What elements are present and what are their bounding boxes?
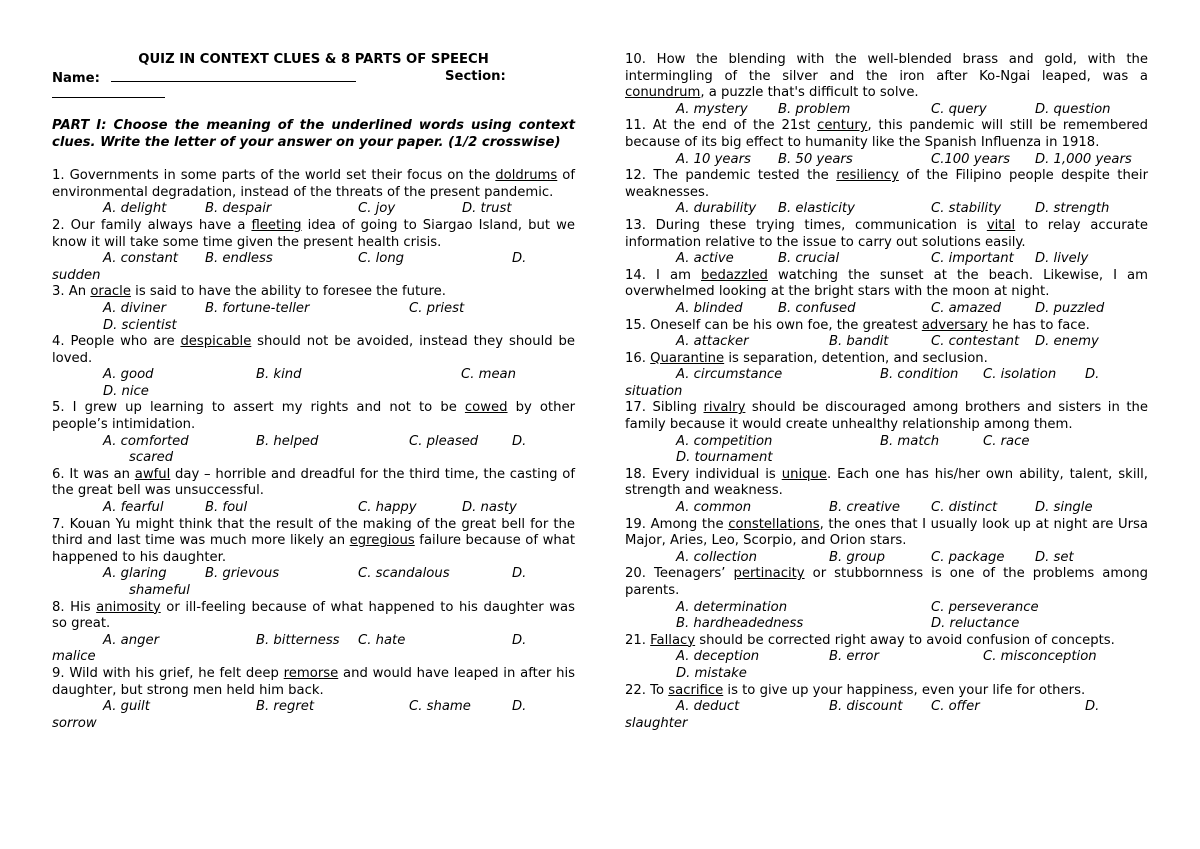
choice-b: B. bitterness (256, 632, 340, 648)
choice-c: C. offer (931, 699, 980, 715)
choices-12 (625, 201, 1148, 218)
choice-b: B. fortune-teller (205, 300, 310, 316)
choices-2 (52, 251, 575, 268)
underlined-word: Quarantine (650, 350, 725, 366)
right-column (625, 52, 1148, 732)
choice-d-wrap: shameful (129, 583, 190, 598)
choices-21 (625, 649, 1148, 666)
choice-b: B. problem (778, 101, 851, 117)
choices-13 (625, 251, 1148, 268)
choice-d: D. reluctance (931, 616, 1020, 632)
left-column (52, 52, 575, 732)
choices-16 (625, 367, 1148, 384)
choice-c: C. perseverance (931, 599, 1039, 615)
question-1: 1. Governments in some parts of the world set their focus on the doldrums of environmental degradation, instead of the threats of the present pandemic. (52, 168, 575, 200)
choices-11 (625, 152, 1148, 169)
quiz-title: QUIZ IN CONTEXT CLUES & 8 PARTS OF SPEECH (138, 52, 489, 67)
question-20: 20. Teenagers’ pertinacity or stubbornness is one of the problems among parents. (625, 566, 1148, 598)
underlined-word: doldrums (495, 168, 558, 184)
choice-a: A. attacker (676, 334, 749, 350)
choices-19 (625, 550, 1148, 567)
question-13: 13. During these trying times, communication is vital to relay accurate information relative to the issue to carry out solutions easily. (625, 217, 1149, 250)
choices-5 (52, 434, 575, 451)
question-22: 22. To sacrifice is to give up your happiness, even your life for others. (625, 682, 1086, 698)
choice-d: D. single (1035, 500, 1093, 516)
choice-b: B. crucial (778, 251, 840, 267)
choice-b: B. endless (205, 251, 273, 267)
part1-instructions: PART I: Choose the meaning of the underlined words using context clues. Write the letter of your answer on your paper. (1/2 crosswise) (52, 118, 575, 150)
choice-d-label: D. (1085, 367, 1100, 383)
question-5: 5. I grew up learning to assert my rights and not to be cowed by other people’s intimidation. (52, 400, 575, 433)
underlined-word: adversary (921, 317, 988, 333)
choice-a: A. constant (103, 251, 178, 267)
choices-17-cont (625, 450, 1148, 467)
choice-d: D. trust (462, 201, 512, 217)
choice-b: B. elasticity (778, 201, 855, 217)
question-14: 14. I am bedazzled watching the sunset at the beach. Likewise, I am overwhelmed looking at the bright stars with the moon at night. (625, 267, 1148, 300)
question-18: 18. Every individual is unique. Each one has his/her own ability, talent, skill, strength and weakness. (625, 466, 1148, 499)
underlined-word: bedazzled (701, 267, 768, 283)
choice-b: B. helped (256, 433, 319, 449)
choice-b: B. match (880, 433, 940, 449)
choice-c: C. package (931, 549, 1005, 565)
choice-c: C. distinct (931, 500, 998, 516)
choice-b: B. discount (829, 699, 903, 715)
choices-22 (625, 699, 1148, 716)
choice-a: A. determination (676, 599, 788, 615)
choice-d-label: D. (512, 433, 527, 449)
choices-3 (52, 301, 575, 318)
question-19: 19. Among the constellations, the ones that I usually look up at night are Ursa Major, Aries, Leo, Scorpio, and Orion stars. (625, 516, 1148, 549)
choices-20 (625, 600, 1148, 617)
underlined-word: fleeting (251, 217, 302, 233)
choice-d: D. nice (103, 383, 149, 399)
underlined-word: animosity (96, 599, 161, 615)
choice-c: C. happy (358, 500, 417, 516)
choice-a: A. comforted (103, 433, 189, 449)
underlined-word: remorse (283, 665, 339, 681)
spacer (52, 152, 575, 169)
choice-b: B. foul (205, 500, 248, 516)
choice-d: D. scientist (103, 317, 177, 333)
choice-d-wrap: slaughter (625, 715, 688, 731)
choice-b: B. despair (205, 201, 272, 217)
question-8: 8. His animosity or ill-feeling because of what happened to his daughter was so great. (52, 599, 576, 632)
question-4: 4. People who are despicable should not be avoided, instead they should be loved. (52, 334, 575, 366)
choice-c: C. joy (358, 201, 396, 217)
choices-4 (52, 367, 575, 384)
choice-c: C. hate (358, 632, 406, 648)
choice-c: C. race (983, 433, 1030, 449)
choices-17 (625, 434, 1148, 451)
choices-9 (52, 699, 575, 716)
choice-c: C. pleased (409, 433, 479, 449)
choice-d-label: D. (1085, 699, 1100, 715)
name-label: Name: (52, 70, 100, 86)
choice-a: A. durability (676, 201, 757, 217)
choice-a: A. deduct (676, 699, 740, 715)
choice-b: B. regret (256, 699, 315, 715)
choice-d: D. strength (1035, 201, 1110, 217)
choice-d: D. nasty (462, 500, 517, 516)
question-7: 7. Kouan Yu might think that the result of the making of the great bell for the third and last time was much more likely an egregious failure because of what happened to his daughter. (52, 516, 575, 565)
choice-c: C. important (931, 251, 1014, 267)
section-blank-row (52, 85, 575, 102)
underlined-word: unique (781, 466, 827, 482)
choice-d-wrap: scared (129, 450, 174, 466)
choice-c: C. mean (461, 367, 516, 383)
question-6: 6. It was an awful day – horrible and dreadful for the third time, the casting of the great bell was unsuccessful. (52, 466, 575, 499)
choice-d: D. mistake (676, 665, 747, 681)
choice-d-label: D. (512, 251, 527, 267)
choice-d: D. lively (1035, 251, 1089, 267)
choice-a: A. good (103, 367, 154, 383)
choice-c: C. priest (409, 300, 465, 316)
choice-b: B. kind (256, 367, 302, 383)
underlined-word: rivalry (703, 400, 746, 416)
underlined-word: pertinacity (733, 566, 805, 582)
choices-1 (52, 201, 575, 218)
question-9: 9. Wild with his grief, he felt deep remorse and would have leaped in after his daughter, but strong men held him back. (52, 665, 575, 698)
choice-d-wrap: sorrow (52, 715, 97, 731)
choice-d: D. set (1035, 549, 1074, 565)
choice-d-wrap: situation (625, 383, 683, 399)
underlined-word: constellations (728, 516, 820, 532)
name-blank (111, 69, 356, 82)
choice-d-wrap: malice (52, 649, 96, 665)
choices-8 (52, 633, 575, 650)
choice-c: C. scandalous (358, 566, 450, 582)
choice-a: A. glaring (103, 566, 167, 582)
question-15: 15. Oneself can be his own foe, the greatest adversary he has to face. (625, 317, 1090, 333)
choice-b: B. hardheadedness (676, 616, 804, 632)
underlined-word: cowed (464, 400, 508, 416)
choice-b: B. error (829, 649, 879, 665)
choice-b: B. condition (880, 367, 959, 383)
choice-d: D. enemy (1035, 334, 1099, 350)
underlined-word: egregious (349, 533, 415, 549)
choices-4-cont (52, 384, 575, 401)
choice-b: B. group (829, 549, 886, 565)
choices-14 (625, 301, 1148, 318)
underlined-word: oracle (90, 284, 131, 300)
choice-c: C. stability (931, 201, 1002, 217)
choice-d: D. puzzled (1035, 300, 1105, 316)
choices-20-cont (625, 616, 1148, 633)
choice-c: C.100 years (931, 151, 1011, 167)
choice-a: A. diviner (103, 300, 167, 316)
choice-c: C. misconception (983, 649, 1097, 665)
choice-a: A. common (676, 500, 752, 516)
underlined-word: vital (986, 217, 1016, 233)
question-2: 2. Our family always have a fleeting idea of going to Siargao Island, but we know it will take some time given the present health crisis. (52, 217, 575, 250)
choices-6 (52, 500, 575, 517)
question-16: 16. Quarantine is separation, detention, and seclusion. (625, 350, 988, 366)
underlined-word: awful (134, 466, 171, 482)
choices-21-cont (625, 666, 1148, 683)
choices-3-cont (52, 318, 575, 335)
choice-a: A. competition (676, 433, 773, 449)
choice-a: A. delight (103, 201, 167, 217)
question-12: 12. The pandemic tested the resiliency of the Filipino people despite their weaknesses. (625, 168, 1149, 200)
choice-c: C. query (931, 101, 987, 117)
choice-d-label: D. (512, 632, 527, 648)
choice-d-wrap: sudden (52, 267, 101, 283)
choices-18 (625, 500, 1148, 517)
choice-a: A. blinded (676, 300, 743, 316)
choice-b: B. grievous (205, 566, 280, 582)
section-label: Section: (445, 68, 506, 84)
name-section-row (52, 69, 575, 86)
choice-d: D. question (1035, 101, 1111, 117)
choice-c: C. amazed (931, 300, 1002, 316)
choice-d-label: D. (512, 699, 527, 715)
choices-10 (625, 102, 1148, 119)
question-11: 11. At the end of the 21st century, this pandemic will still be remembered because of its big effect to humanity like the Spanish Influenza in 1918. (625, 118, 1148, 150)
underlined-word: century (817, 118, 868, 134)
choice-c: C. isolation (983, 367, 1057, 383)
choice-a: A. active (676, 251, 734, 267)
choice-a: A. anger (103, 632, 159, 648)
choice-d-label: D. (512, 566, 527, 582)
choice-c: C. shame (409, 699, 471, 715)
question-17: 17. Sibling rivalry should be discouraged among brothers and sisters in the family because it would create unhealthy relationship among them. (625, 400, 1149, 433)
choice-a: A. mystery (676, 101, 748, 117)
choice-c: C. contestant (931, 334, 1020, 350)
choice-a: A. circumstance (676, 367, 783, 383)
choice-a: A. guilt (103, 699, 150, 715)
choice-a: A. fearful (103, 500, 164, 516)
question-10: 10. How the blending with the well-blended brass and gold, with the intermingling of the silver and the iron after Ko-Ngai leaped, was a conundrum, a puzzle that's difficult to solve. (625, 52, 1148, 101)
question-3: 3. An oracle is said to have the ability to foresee the future. (52, 284, 446, 300)
question-21: 21. Fallacy should be corrected right away to avoid confusion of concepts. (625, 632, 1115, 648)
underlined-word: Fallacy (650, 632, 696, 648)
choice-b: B. bandit (829, 334, 889, 350)
choice-b: B. creative (829, 500, 901, 516)
choice-a: A. collection (676, 549, 757, 565)
choice-b: B. 50 years (778, 151, 853, 167)
choice-d: D. tournament (676, 450, 773, 466)
choice-d: D. 1,000 years (1035, 151, 1132, 167)
underlined-word: resiliency (836, 168, 899, 184)
choice-a: A. 10 years (676, 151, 751, 167)
choice-b: B. confused (778, 300, 856, 316)
underlined-word: conundrum (625, 85, 701, 101)
choice-a: A. deception (676, 649, 760, 665)
section-blank (52, 85, 165, 98)
choices-15 (625, 334, 1148, 351)
underlined-word: despicable (180, 334, 252, 350)
choices-7 (52, 566, 575, 583)
choice-c: C. long (358, 251, 405, 267)
underlined-word: sacrifice (668, 682, 724, 698)
